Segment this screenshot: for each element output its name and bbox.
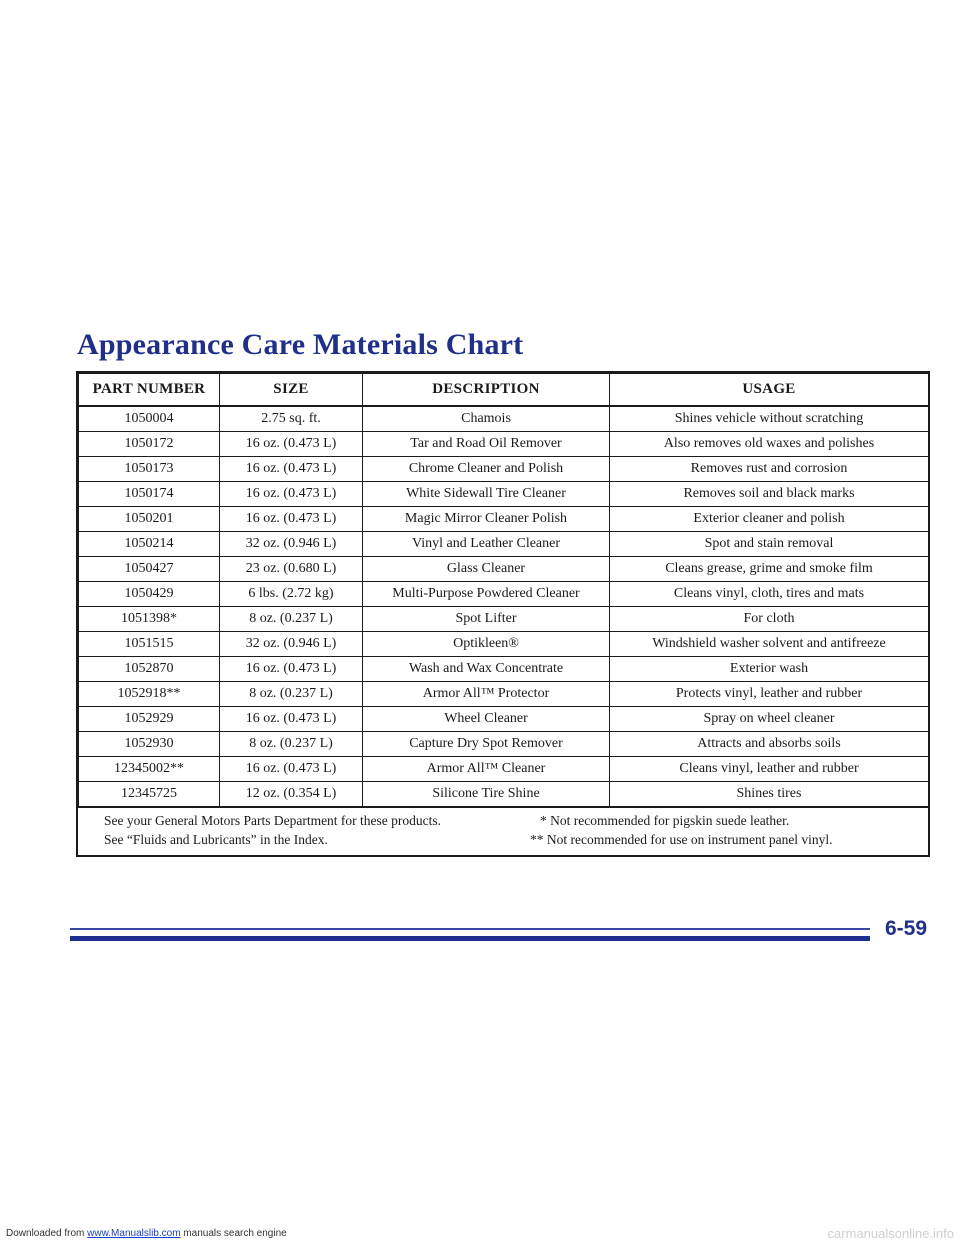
cell-description: Armor All™ Protector [363,682,610,707]
cell-part-number: 1050427 [79,557,220,582]
header-part-number: PART NUMBER [79,374,220,407]
cell-usage: Cleans vinyl, leather and rubber [610,757,929,782]
footnote-single-asterisk: * Not recommended for pigskin suede leather. [540,813,790,828]
cell-usage: Cleans vinyl, cloth, tires and mats [610,582,929,607]
table-row [79,607,929,632]
cell-description: Wheel Cleaner [363,707,610,732]
cell-size: 8 oz. (0.237 L) [220,732,363,757]
download-suffix: manuals search engine [180,1228,287,1239]
table-row [79,682,929,707]
cell-usage: Removes rust and corrosion [610,457,929,482]
header-usage: USAGE [610,374,929,407]
watermark: carmanualsonline.info [827,1226,954,1241]
cell-part-number: 1050214 [79,532,220,557]
table-row [79,432,929,457]
cell-description: Spot Lifter [363,607,610,632]
cell-usage: Windshield washer solvent and antifreeze [610,632,929,657]
cell-part-number: 1050174 [79,482,220,507]
cell-part-number: 12345725 [79,782,220,807]
footer-index-note: See “Fluids and Lubricants” in the Index. [104,832,328,847]
cell-description: Optikleen® [363,632,610,657]
cell-description: Magic Mirror Cleaner Polish [363,507,610,532]
cell-size: 16 oz. (0.473 L) [220,507,363,532]
cell-description: Vinyl and Leather Cleaner [363,532,610,557]
download-notice [6,1228,287,1239]
cell-size: 16 oz. (0.473 L) [220,457,363,482]
cell-part-number: 1052918** [79,682,220,707]
cell-description: Chrome Cleaner and Polish [363,457,610,482]
cell-description: Glass Cleaner [363,557,610,582]
table-row [79,757,929,782]
cell-usage: Exterior cleaner and polish [610,507,929,532]
cell-description: Wash and Wax Concentrate [363,657,610,682]
cell-size: 23 oz. (0.680 L) [220,557,363,582]
cell-usage: Shines vehicle without scratching [610,406,929,432]
cell-size: 6 lbs. (2.72 kg) [220,582,363,607]
cell-part-number: 1051515 [79,632,220,657]
cell-part-number: 1050173 [79,457,220,482]
table-row [79,782,929,807]
table-row [79,557,929,582]
page-title: Appearance Care Materials Chart [77,328,524,361]
cell-description: Chamois [363,406,610,432]
page-number: 6-59 [885,917,928,940]
table-row [79,707,929,732]
footer-parts-note: See your General Motors Parts Department for these products. [104,813,442,828]
materials-table [78,373,929,807]
materials-chart [76,371,930,857]
cell-size: 16 oz. (0.473 L) [220,707,363,732]
cell-usage: For cloth [610,607,929,632]
chart-footer [78,807,928,855]
cell-description: White Sidewall Tire Cleaner [363,482,610,507]
footnote-double-asterisk: ** Not recommended for use on instrument panel vinyl. [530,832,833,847]
cell-size: 32 oz. (0.946 L) [220,532,363,557]
cell-size: 16 oz. (0.473 L) [220,757,363,782]
table-row [79,457,929,482]
footer-rule-thick [70,936,870,941]
cell-size: 32 oz. (0.946 L) [220,632,363,657]
cell-part-number: 1050172 [79,432,220,457]
cell-description: Tar and Road Oil Remover [363,432,610,457]
header-row [79,374,929,407]
table-row [79,632,929,657]
cell-size: 16 oz. (0.473 L) [220,657,363,682]
cell-description: Armor All™ Cleaner [363,757,610,782]
header-size: SIZE [220,374,363,407]
cell-usage: Removes soil and black marks [610,482,929,507]
cell-usage: Spot and stain removal [610,532,929,557]
header-description: DESCRIPTION [363,374,610,407]
cell-part-number: 1052929 [79,707,220,732]
cell-part-number: 12345002** [79,757,220,782]
download-prefix: Downloaded from [6,1228,88,1239]
table-row [79,532,929,557]
table-row [79,732,929,757]
cell-part-number: 1052930 [79,732,220,757]
cell-usage: Spray on wheel cleaner [610,707,929,732]
cell-part-number: 1051398* [79,607,220,632]
table-row [79,657,929,682]
cell-usage: Cleans grease, grime and smoke film [610,557,929,582]
cell-description: Silicone Tire Shine [363,782,610,807]
cell-usage: Attracts and absorbs soils [610,732,929,757]
cell-size: 16 oz. (0.473 L) [220,432,363,457]
cell-part-number: 1050004 [79,406,220,432]
cell-size: 2.75 sq. ft. [220,406,363,432]
manualslib-link[interactable]: www.Manualslib.com [87,1228,181,1239]
cell-size: 8 oz. (0.237 L) [220,682,363,707]
cell-usage: Protects vinyl, leather and rubber [610,682,929,707]
table-row [79,482,929,507]
table-row [79,507,929,532]
table-row [79,582,929,607]
cell-part-number: 1052870 [79,657,220,682]
cell-part-number: 1050201 [79,507,220,532]
footer-rule-thin [70,928,870,930]
table-row [79,406,929,432]
cell-description: Capture Dry Spot Remover [363,732,610,757]
cell-usage: Exterior wash [610,657,929,682]
cell-size: 12 oz. (0.354 L) [220,782,363,807]
cell-part-number: 1050429 [79,582,220,607]
table-body [79,406,929,807]
cell-size: 16 oz. (0.473 L) [220,482,363,507]
cell-size: 8 oz. (0.237 L) [220,607,363,632]
cell-usage: Also removes old waxes and polishes [610,432,929,457]
cell-usage: Shines tires [610,782,929,807]
cell-description: Multi-Purpose Powdered Cleaner [363,582,610,607]
